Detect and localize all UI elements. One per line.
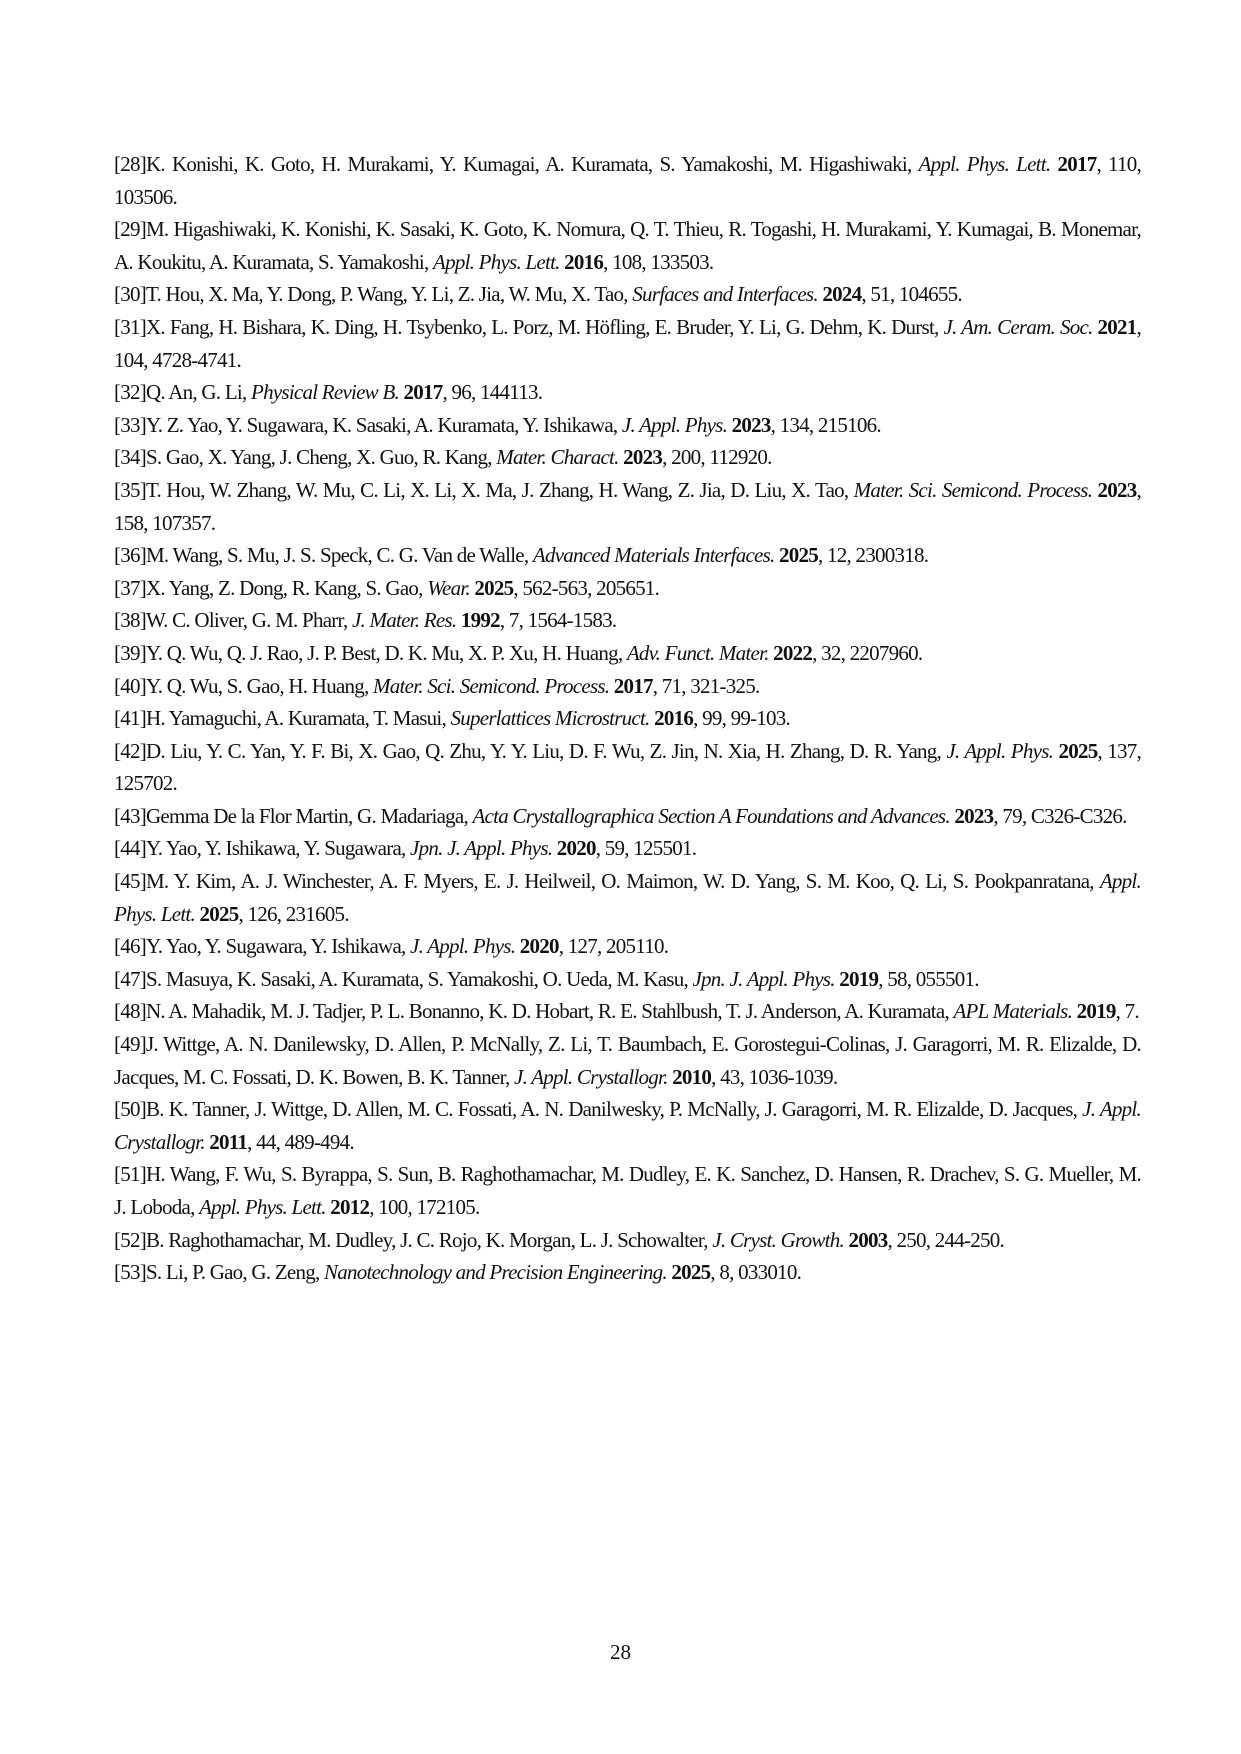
reference-year: 2025 bbox=[1058, 738, 1098, 763]
reference-volume-pages: , 32, 2207960. bbox=[812, 640, 923, 665]
reference-volume-pages: , 8, 033010. bbox=[710, 1260, 802, 1285]
reference-entry bbox=[114, 572, 1141, 605]
reference-number: [48] bbox=[114, 999, 146, 1024]
reference-number: [37] bbox=[114, 575, 146, 600]
reference-entry bbox=[114, 474, 1141, 539]
reference-entry bbox=[114, 832, 1141, 865]
reference-year: 2023 bbox=[731, 412, 771, 437]
reference-year: 2019 bbox=[839, 966, 879, 991]
reference-year: 2017 bbox=[403, 380, 443, 405]
reference-authors: N. A. Mahadik, M. J. Tadjer, P. L. Bonanno, K. D. Hobart, R. E. Stahlbush, T. J. Anderson, A. Kuramata, bbox=[146, 999, 954, 1024]
reference-journal: Advanced Materials Interfaces. bbox=[532, 543, 775, 568]
reference-entry bbox=[114, 278, 1141, 311]
reference-year: 2003 bbox=[848, 1227, 888, 1252]
reference-number: [38] bbox=[114, 608, 146, 633]
reference-entry bbox=[114, 213, 1141, 278]
reference-year: 2010 bbox=[672, 1064, 712, 1089]
reference-entry bbox=[114, 865, 1141, 930]
reference-journal: Appl. Phys. Lett. bbox=[199, 1195, 326, 1219]
reference-authors: K. Konishi, K. Goto, H. Murakami, Y. Kumagai, A. Kuramata, S. Yamakoshi, M. Higashiwaki, bbox=[146, 152, 919, 176]
reference-authors: Q. An, G. Li, bbox=[146, 380, 251, 405]
reference-number: [44] bbox=[114, 836, 146, 861]
reference-authors: W. C. Oliver, G. M. Pharr, bbox=[146, 608, 352, 633]
reference-year: 2022 bbox=[773, 640, 813, 665]
reference-journal: Adv. Funct. Mater. bbox=[626, 640, 769, 665]
reference-number: [46] bbox=[114, 934, 146, 959]
reference-volume-pages: , 137, 125702. bbox=[114, 738, 1141, 796]
reference-entry bbox=[114, 702, 1141, 735]
reference-volume-pages: , 108, 133503. bbox=[603, 249, 714, 274]
reference-year: 2011 bbox=[209, 1129, 248, 1154]
reference-year: 2025 bbox=[199, 901, 239, 926]
reference-number: [49] bbox=[114, 1032, 146, 1057]
reference-year: 2024 bbox=[822, 282, 862, 307]
reference-year: 2025 bbox=[474, 575, 514, 600]
reference-number: [51] bbox=[114, 1162, 146, 1187]
reference-volume-pages: , 12, 2300318. bbox=[818, 543, 929, 568]
reference-entry bbox=[114, 930, 1141, 963]
reference-journal: Appl. Phys. Lett. bbox=[433, 249, 560, 274]
reference-authors: X. Yang, Z. Dong, R. Kang, S. Gao, bbox=[146, 575, 428, 600]
reference-volume-pages: , 104, 4728-4741. bbox=[114, 314, 1141, 372]
reference-authors: X. Fang, H. Bishara, K. Ding, H. Tsybenko, L. Porz, M. Höfling, E. Bruder, Y. Li, G. Dehm, K. Durst, bbox=[146, 314, 944, 339]
reference-journal: J. Am. Ceram. Soc. bbox=[943, 314, 1093, 339]
reference-number: [36] bbox=[114, 543, 146, 568]
reference-volume-pages: , 110, 103506. bbox=[114, 152, 1141, 209]
page-number: 28 bbox=[610, 1640, 631, 1664]
reference-journal: J. Mater. Res. bbox=[351, 608, 457, 633]
reference-entry bbox=[114, 604, 1141, 637]
reference-entry bbox=[114, 963, 1141, 996]
reference-year: 2016 bbox=[654, 706, 694, 731]
reference-journal: J. Appl. Phys. bbox=[621, 412, 728, 437]
reference-number: [35] bbox=[114, 477, 146, 502]
reference-entry bbox=[114, 800, 1141, 833]
reference-year: 2019 bbox=[1076, 999, 1116, 1024]
reference-number: [33] bbox=[114, 412, 146, 437]
reference-number: [29] bbox=[114, 217, 146, 242]
reference-authors: H. Wang, F. Wu, S. Byrappa, S. Sun, B. Raghothamachar, M. Dudley, E. K. Sanchez, D. Hansen, R. Drachev, S. G. Mueller, M. J. Loboda, bbox=[114, 1162, 1141, 1219]
reference-journal: J. Cryst. Growth. bbox=[712, 1227, 844, 1252]
reference-number: [42] bbox=[114, 738, 146, 763]
reference-year: 2020 bbox=[519, 934, 559, 959]
reference-journal: APL Materials. bbox=[953, 999, 1073, 1024]
reference-journal: Physical Review B. bbox=[251, 380, 400, 405]
reference-number: [40] bbox=[114, 673, 146, 698]
reference-year: 2025 bbox=[779, 543, 819, 568]
reference-volume-pages: , 51, 104655. bbox=[861, 282, 962, 307]
reference-volume-pages: , 71, 321-325. bbox=[652, 673, 760, 698]
reference-volume-pages: , 250, 244-250. bbox=[887, 1227, 1004, 1252]
reference-entry bbox=[114, 670, 1141, 703]
reference-number: [52] bbox=[114, 1227, 146, 1252]
reference-number: [34] bbox=[114, 445, 146, 470]
reference-number: [41] bbox=[114, 706, 146, 731]
reference-authors: J. Wittge, A. N. Danilewsky, D. Allen, P. McNally, Z. Li, T. Baumbach, E. Gorostegui-Colinas, J. Garagorri, M. R. Elizalde, D. Jacques, M. C. Fossati, D. K. Bowen, B. K. Tanner, bbox=[114, 1032, 1141, 1089]
reference-entry bbox=[114, 995, 1141, 1028]
reference-year: 2017 bbox=[1057, 152, 1097, 176]
reference-journal: Mater. Sci. Semicond. Process. bbox=[853, 477, 1093, 502]
reference-authors: Y. Q. Wu, Q. J. Rao, J. P. Best, D. K. Mu, X. P. Xu, H. Huang, bbox=[146, 640, 627, 665]
reference-volume-pages: , 158, 107357. bbox=[114, 477, 1141, 535]
reference-entry bbox=[114, 1158, 1141, 1223]
reference-journal: Surfaces and Interfaces. bbox=[632, 282, 818, 307]
reference-volume-pages: , 96, 144113. bbox=[442, 380, 543, 405]
reference-authors: Gemma De la Flor Martin, G. Madariaga, bbox=[146, 803, 473, 828]
reference-volume-pages: , 43, 1036-1039. bbox=[711, 1064, 838, 1089]
reference-journal: Acta Crystallographica Section A Foundations and Advances. bbox=[472, 803, 950, 828]
reference-volume-pages: , 7. bbox=[1115, 999, 1139, 1024]
reference-volume-pages: , 127, 205110. bbox=[558, 934, 669, 959]
reference-entry bbox=[114, 409, 1141, 442]
reference-number: [50] bbox=[114, 1097, 146, 1122]
reference-volume-pages: , 59, 125501. bbox=[595, 836, 697, 861]
reference-entry bbox=[114, 1256, 1141, 1289]
reference-authors: T. Hou, X. Ma, Y. Dong, P. Wang, Y. Li, Z. Jia, W. Mu, X. Tao, bbox=[146, 282, 633, 307]
reference-list bbox=[114, 148, 1141, 1289]
reference-year: 2025 bbox=[671, 1260, 711, 1285]
reference-year: 2020 bbox=[556, 836, 596, 861]
reference-entry bbox=[114, 148, 1141, 213]
reference-journal: J. Appl. Phys. bbox=[410, 934, 516, 959]
reference-entry bbox=[114, 376, 1141, 409]
reference-authors: T. Hou, W. Zhang, W. Mu, C. Li, X. Li, X. Ma, J. Zhang, H. Wang, Z. Jia, D. Liu, X. Tao, bbox=[146, 477, 854, 502]
reference-volume-pages: , 44, 489-494. bbox=[247, 1129, 354, 1154]
reference-journal: Jpn. J. Appl. Phys. bbox=[410, 836, 553, 861]
reference-number: [47] bbox=[114, 966, 146, 991]
reference-authors: M. Higashiwaki, K. Konishi, K. Sasaki, K. Goto, K. Nomura, Q. T. Thieu, R. Togashi, H. Murakami, Y. Kumagai, B. Monemar, A. Koukitu, A. Kuramata, S. Yamakoshi, bbox=[114, 217, 1141, 274]
reference-number: [45] bbox=[114, 869, 146, 894]
reference-journal: Superlattices Microstruct. bbox=[450, 706, 650, 731]
reference-journal: Mater. Sci. Semicond. Process. bbox=[373, 673, 610, 698]
reference-authors: Y. Yao, Y. Sugawara, Y. Ishikawa, bbox=[146, 934, 411, 959]
reference-volume-pages: , 200, 112920. bbox=[662, 445, 772, 470]
reference-entry bbox=[114, 1028, 1141, 1093]
reference-volume-pages: , 100, 172105. bbox=[369, 1195, 480, 1219]
reference-authors: M. Wang, S. Mu, J. S. Speck, C. G. Van de Walle, bbox=[146, 543, 533, 568]
reference-journal: J. Appl. Phys. bbox=[946, 738, 1054, 763]
reference-entry bbox=[114, 441, 1141, 474]
reference-journal: Appl. Phys. Lett. bbox=[918, 152, 1051, 176]
reference-year: 2021 bbox=[1097, 314, 1137, 339]
reference-number: [31] bbox=[114, 314, 146, 339]
reference-volume-pages: , 562-563, 205651. bbox=[513, 575, 660, 600]
reference-authors: D. Liu, Y. C. Yan, Y. F. Bi, X. Gao, Q. Zhu, Y. Y. Liu, D. F. Wu, Z. Jin, N. Xia, H. Zhang, D. R. Yang, bbox=[146, 738, 947, 763]
reference-entry bbox=[114, 1224, 1141, 1257]
reference-authors: M. Y. Kim, A. J. Winchester, A. F. Myers, E. J. Heilweil, O. Maimon, W. D. Yang, S. M. Koo, Q. Li, S. Pookpanratana, bbox=[146, 869, 1100, 894]
reference-number: [39] bbox=[114, 640, 146, 665]
reference-volume-pages: , 79, C326-C326. bbox=[993, 803, 1127, 828]
reference-authors: B. K. Tanner, J. Wittge, D. Allen, M. C. Fossati, A. N. Danilwesky, P. McNally, J. Garagorri, M. R. Elizalde, D. Jacques, bbox=[146, 1097, 1083, 1122]
reference-authors: S. Masuya, K. Sasaki, A. Kuramata, S. Yamakoshi, O. Ueda, M. Kasu, bbox=[146, 966, 693, 991]
reference-year: 2023 bbox=[1097, 477, 1137, 502]
reference-year: 2017 bbox=[613, 673, 653, 698]
reference-volume-pages: , 7, 1564-1583. bbox=[499, 608, 617, 633]
reference-entry bbox=[114, 539, 1141, 572]
reference-volume-pages: , 58, 055501. bbox=[878, 966, 979, 991]
reference-journal: Nanotechnology and Precision Engineering. bbox=[324, 1260, 667, 1285]
reference-authors: S. Gao, X. Yang, J. Cheng, X. Guo, R. Kang, bbox=[146, 445, 497, 470]
reference-journal: J. Appl. Crystallogr. bbox=[114, 1097, 1141, 1154]
reference-journal: Mater. Charact. bbox=[496, 445, 619, 470]
reference-entry bbox=[114, 637, 1141, 670]
reference-authors: Y. Q. Wu, S. Gao, H. Huang, bbox=[146, 673, 374, 698]
reference-entry bbox=[114, 735, 1141, 800]
reference-authors: Y. Z. Yao, Y. Sugawara, K. Sasaki, A. Kuramata, Y. Ishikawa, bbox=[146, 412, 622, 437]
reference-year: 2023 bbox=[623, 445, 663, 470]
reference-journal: J. Appl. Crystallogr. bbox=[514, 1064, 668, 1089]
reference-authors: S. Li, P. Gao, G. Zeng, bbox=[146, 1260, 324, 1285]
reference-number: [53] bbox=[114, 1260, 146, 1285]
reference-entry bbox=[114, 311, 1141, 376]
reference-journal: Wear. bbox=[427, 575, 470, 600]
reference-authors: H. Yamaguchi, A. Kuramata, T. Masui, bbox=[146, 706, 451, 731]
reference-entry bbox=[114, 1093, 1141, 1158]
reference-authors: B. Raghothamachar, M. Dudley, J. C. Rojo, K. Morgan, L. J. Schowalter, bbox=[146, 1227, 713, 1252]
reference-year: 1992 bbox=[460, 608, 500, 633]
reference-year: 2012 bbox=[330, 1195, 370, 1219]
reference-volume-pages: , 99, 99-103. bbox=[693, 706, 791, 731]
reference-year: 2023 bbox=[954, 803, 994, 828]
reference-year: 2016 bbox=[564, 249, 604, 274]
reference-volume-pages: , 126, 231605. bbox=[238, 901, 349, 926]
reference-number: [30] bbox=[114, 282, 146, 307]
reference-journal: Appl. Phys. Lett. bbox=[114, 869, 1141, 926]
reference-number: [43] bbox=[114, 803, 146, 828]
reference-number: [28] bbox=[114, 152, 146, 176]
reference-journal: Jpn. J. Appl. Phys. bbox=[692, 966, 835, 991]
reference-number: [32] bbox=[114, 380, 146, 405]
reference-volume-pages: , 134, 215106. bbox=[770, 412, 881, 437]
reference-authors: Y. Yao, Y. Ishikawa, Y. Sugawara, bbox=[146, 836, 411, 861]
